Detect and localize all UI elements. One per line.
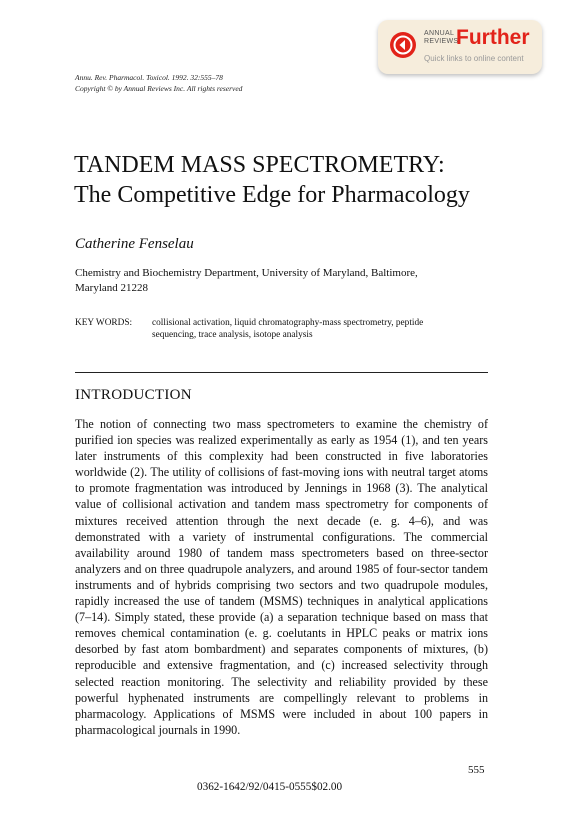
author-affiliation xyxy=(75,266,418,296)
badge-annual-text: ANNUAL xyxy=(424,30,455,37)
title-line-2: The Competitive Edge for Pharmacology xyxy=(74,182,470,208)
journal-citation xyxy=(75,72,242,94)
affiliation-line-1: Chemistry and Biochemistry Department, University of Maryland, Baltimore, xyxy=(75,267,418,279)
article-title xyxy=(74,150,514,210)
badge-further-text: Further xyxy=(456,26,530,49)
section-heading: INTRODUCTION xyxy=(75,387,192,403)
page-number: 555 xyxy=(468,764,485,776)
badge-publisher-label xyxy=(424,30,458,46)
citation-line-1: Annu. Rev. Pharmacol. Toxicol. 1992. 32:555–78 xyxy=(75,73,223,82)
footer-price-code: 0362-1642/92/0415-0555$02.00 xyxy=(197,781,343,793)
badge-reviews-text: REVIEWS xyxy=(424,38,459,45)
keywords-line-2: sequencing, trace analysis, isotope analysis xyxy=(152,329,313,340)
author-name: Catherine Fenselau xyxy=(75,236,194,252)
keywords-list xyxy=(152,318,482,341)
keywords-label: KEY WORDS: xyxy=(75,318,133,328)
keywords-line-1: collisional activation, liquid chromatography-mass spectrometry, peptide xyxy=(152,318,424,328)
badge-subtitle: Quick links to online content xyxy=(424,54,524,63)
affiliation-line-2: Maryland 21228 xyxy=(75,282,149,294)
body-paragraph: The notion of connecting two mass spectrometers to examine the chemistry of purified ion species was realized experimentally as early as 1954 (1), and ten years later instruments of this complexity had been constructed in five laboratories worldwide (2). The utility of collisions of fast-moving ions with neutral target atoms to promote fragmentation was introduced by Jennings in 1968 (3). The analytical value of collisional activation and tandem mass spectrometry for components of mixtures received attention through the next decade (e. g. 4–6), and was demonstrated with a variety of instrumental configurations. The commercial availability around 1980 of tandem mass spectrometers based on three-sector analyzers and on three quadrupole analyzers, and around 1985 of four-sector tandem instruments and of hybrids comprising two sectors and two quadrupole modules, rapidly increased the use of tandem (MSMS) techniques in analytical applications (7–14). Simply stated, these provide (a) a separation technique based on mass that removes chemical contamination (e. g. coelutants in HPLC peaks or matrix ions desorbed by fast atom bombardment) and separates components of mixtures, (b) reproducible and extensive fragmentation, and (c) increased selectivity through selected reaction monitoring. The selectivity and reliability provided by these powerful hyphenated instruments are compellingly relevant to problems in pharmacology. Applications of MSMS were included in about 100 papers in pharmacological journals in 1990. xyxy=(75,417,488,737)
annual-reviews-further-badge[interactable] xyxy=(378,20,542,74)
citation-line-2: Copyright © by Annual Reviews Inc. All rights reserved xyxy=(75,84,243,93)
title-line-1: TANDEM MASS SPECTROMETRY: xyxy=(74,152,445,178)
play-arrow-icon xyxy=(390,32,416,58)
section-divider xyxy=(75,372,488,373)
